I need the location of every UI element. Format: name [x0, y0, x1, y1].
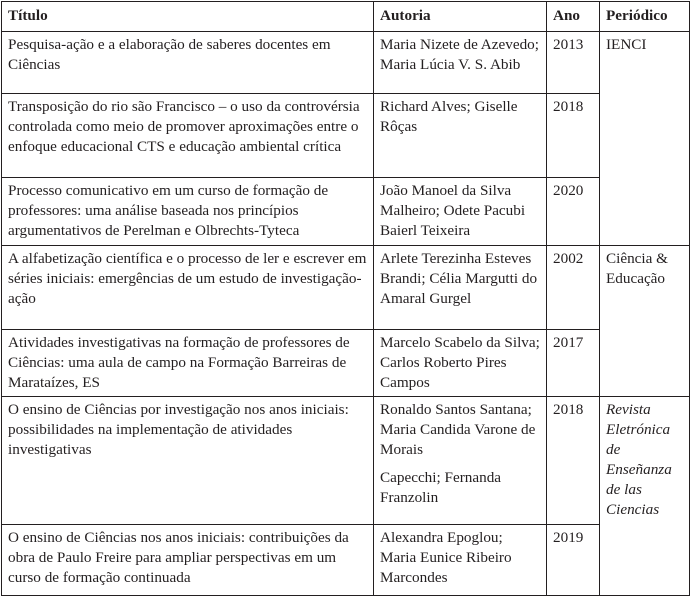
cell-titulo: Atividades investigativas na formação de professores de Ciências: uma aula de campo na Formação Barreiras de Marataízes, ES: [2, 330, 374, 397]
cell-periodico: IENCI: [600, 32, 690, 246]
cell-periodico: Ciência & Educação: [600, 246, 690, 397]
cell-ano: 2018: [547, 94, 600, 178]
cell-autoria: Maria Nizete de Azevedo; Maria Lúcia V. S. Abib: [374, 32, 547, 94]
cell-autoria: Marcelo Scabelo da Silva; Carlos Roberto Pires Campos: [374, 330, 547, 397]
cell-titulo: O ensino de Ciências por investigação nos anos iniciais: possibilidades na implementação de atividades investigativas: [2, 397, 374, 525]
table-row: [2, 246, 690, 330]
table-row: [2, 178, 690, 246]
cell-titulo: Processo comunicativo em um curso de formação de professores: uma análise baseada nos princípios argumentativos de Perelman e Olbrechts-Tyteca: [2, 178, 374, 246]
cell-autoria: Alexandra Epoglou; Maria Eunice Ribeiro Marcondes: [374, 525, 547, 596]
cell-autoria: [374, 397, 547, 525]
cell-ano: 2013: [547, 32, 600, 94]
cell-ano: 2018: [547, 397, 600, 525]
cell-ano: 2002: [547, 246, 600, 330]
autoria-text: Ronaldo Santos Santana; Maria Candida Varone de Morais: [380, 401, 536, 458]
cell-titulo: Pesquisa-ação e a elaboração de saberes docentes em Ciências: [2, 32, 374, 94]
cell-periodico: Revista Eletrónica de Enseñanza de las Ciencias: [600, 397, 690, 596]
header-titulo: Título: [2, 2, 374, 32]
header-autoria: Autoria: [374, 2, 547, 32]
cell-ano: 2019: [547, 525, 600, 596]
cell-titulo: O ensino de Ciências nos anos iniciais: contribuições da obra de Paulo Freire para ampliar perspectivas em um curso de formação continuada: [2, 525, 374, 596]
table-row: [2, 32, 690, 94]
cell-titulo: A alfabetização científica e o processo de ler e escrever em séries iniciais: emergências de um estudo de investigação-ação: [2, 246, 374, 330]
cell-autoria: João Manoel da Silva Malheiro; Odete Pacubi Baierl Teixeira: [374, 178, 547, 246]
table-row: [2, 94, 690, 178]
autoria-continuation: Capecchi; Fernanda Franzolin: [380, 469, 502, 506]
cell-ano: 2017: [547, 330, 600, 397]
table-row: [2, 525, 690, 596]
header-periodico: Periódico: [600, 2, 690, 32]
table-row: [2, 330, 690, 397]
header-row: [2, 2, 690, 32]
header-ano: Ano: [547, 2, 600, 32]
table-row: [2, 397, 690, 525]
articles-table: [1, 1, 690, 596]
cell-autoria: Richard Alves; Giselle Rôças: [374, 94, 547, 178]
cell-ano: 2020: [547, 178, 600, 246]
cell-titulo: Transposição do rio são Francisco – o uso da controvérsia controlada como meio de promover aproximações entre o enfoque educacional CTS e educação ambiental crítica: [2, 94, 374, 178]
cell-autoria: Arlete Terezinha Esteves Brandi; Célia Margutti do Amaral Gurgel: [374, 246, 547, 330]
